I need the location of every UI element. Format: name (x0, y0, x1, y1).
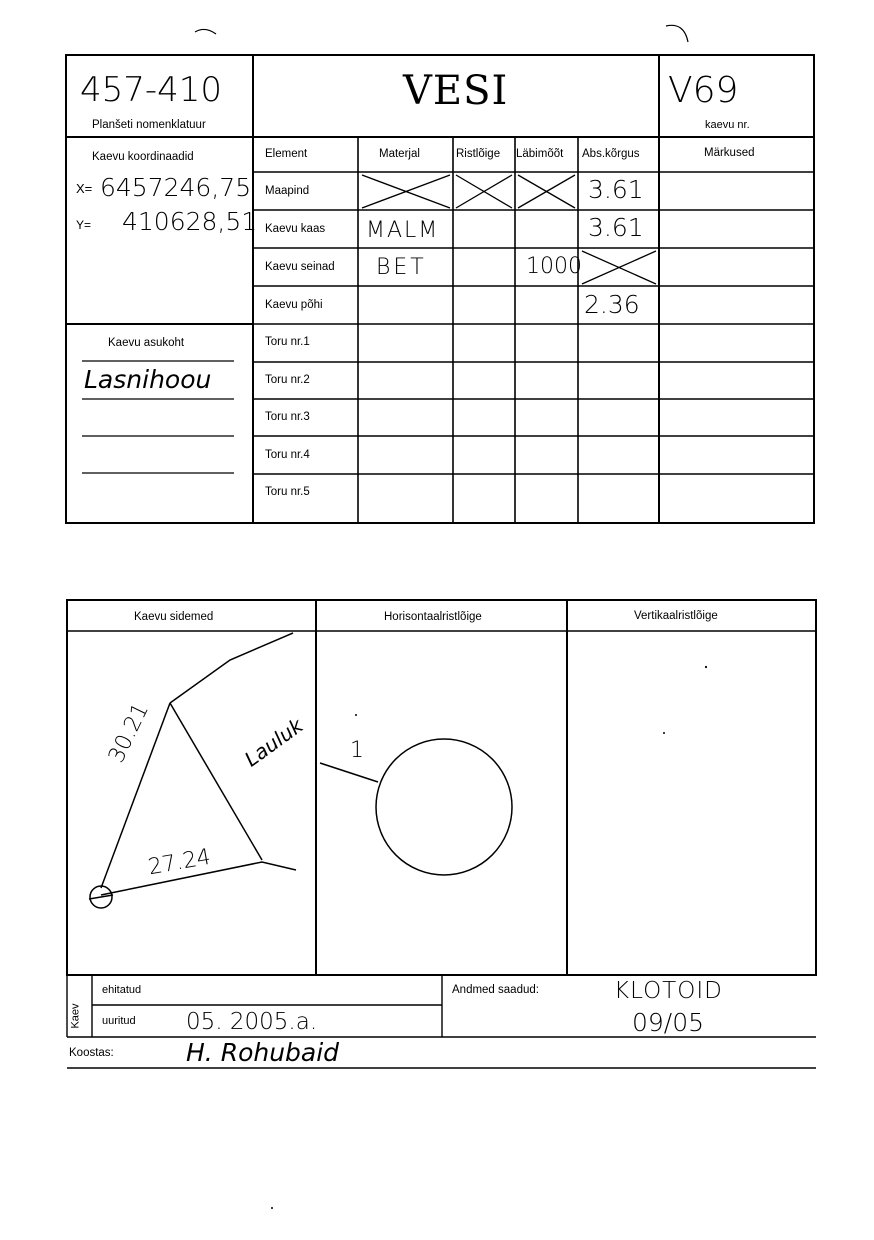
manhole-plan-sketch (320, 739, 512, 875)
location-value: Lasnihoou (84, 365, 212, 394)
row-label-pipe-5: Toru nr.5 (265, 486, 310, 498)
nomenclature-label: Planšeti nomenklatuur (92, 119, 206, 131)
compiled-label: Koostas: (69, 1047, 114, 1059)
updated-label: uuritud (102, 1015, 136, 1027)
ties-header: Kaevu sidemed (134, 611, 214, 623)
side-label-well: Kaev (69, 1003, 82, 1029)
coordinates-label: Kaevu koordinaadid (92, 151, 194, 163)
tie-note: Lauluk (240, 713, 308, 772)
row-label-bottom: Kaevu põhi (265, 299, 323, 311)
compiled-value: H. Rohubaid (186, 1038, 340, 1067)
data-from-label: Andmed saadud: (452, 984, 539, 996)
col-header-cross-section: Ristlõige (456, 148, 501, 160)
y-coordinate-value: 410628,51 (122, 207, 258, 236)
row-label-pipe-2: Toru nr.2 (265, 374, 310, 386)
location-label: Kaevu asukoht (108, 337, 185, 349)
row-label-pipe-4: Toru nr.4 (265, 449, 310, 461)
x-coordinate-prefix: X= (76, 181, 93, 196)
row-label-ground: Maapind (265, 185, 310, 197)
row-label-pipe-3: Toru nr.3 (265, 411, 310, 423)
nomenclature-value: 457-410 (80, 70, 223, 110)
ground-height-value: 3.61 (588, 175, 644, 204)
walls-material-value: BET (376, 255, 427, 280)
col-header-diameter: Läbimõõt (516, 148, 564, 160)
horizontal-section-header: Horisontaalristlõige (384, 611, 482, 623)
pipe-label: 1 (350, 738, 364, 763)
col-header-element: Element (265, 148, 308, 160)
tie-distance-2: 27.24 (146, 844, 213, 881)
document-title: VESI (403, 68, 509, 114)
col-header-material: Materjal (379, 148, 420, 160)
data-from-value-2: 09/05 (632, 1008, 705, 1037)
well-number-value: V69 (668, 70, 739, 111)
built-label: ehitatud (102, 984, 142, 996)
data-from-value-1: KLOTOID (614, 978, 723, 1004)
col-header-abs-height: Abs.kõrgus (582, 148, 640, 160)
well-number-label: kaevu nr. (705, 119, 750, 131)
walls-diameter-value: 1000 (526, 254, 582, 279)
row-label-walls: Kaevu seinad (265, 261, 335, 273)
col-header-notes: Märkused (704, 147, 755, 159)
updated-value: 05. 2005.a. (186, 1009, 318, 1035)
row-label-pipe-1: Toru nr.1 (265, 336, 310, 348)
vertical-section-header: Vertikaalristlõige (634, 610, 718, 622)
tie-distance-1: 30.21 (104, 699, 155, 767)
x-coordinate-value: 6457246,75 (100, 173, 252, 202)
lid-height-value: 3.61 (588, 213, 644, 242)
lid-material-value: MALM (366, 218, 440, 243)
bottom-height-value: 2.36 (584, 290, 640, 319)
y-coordinate-prefix: Y= (76, 218, 92, 232)
row-label-lid: Kaevu kaas (265, 223, 326, 235)
